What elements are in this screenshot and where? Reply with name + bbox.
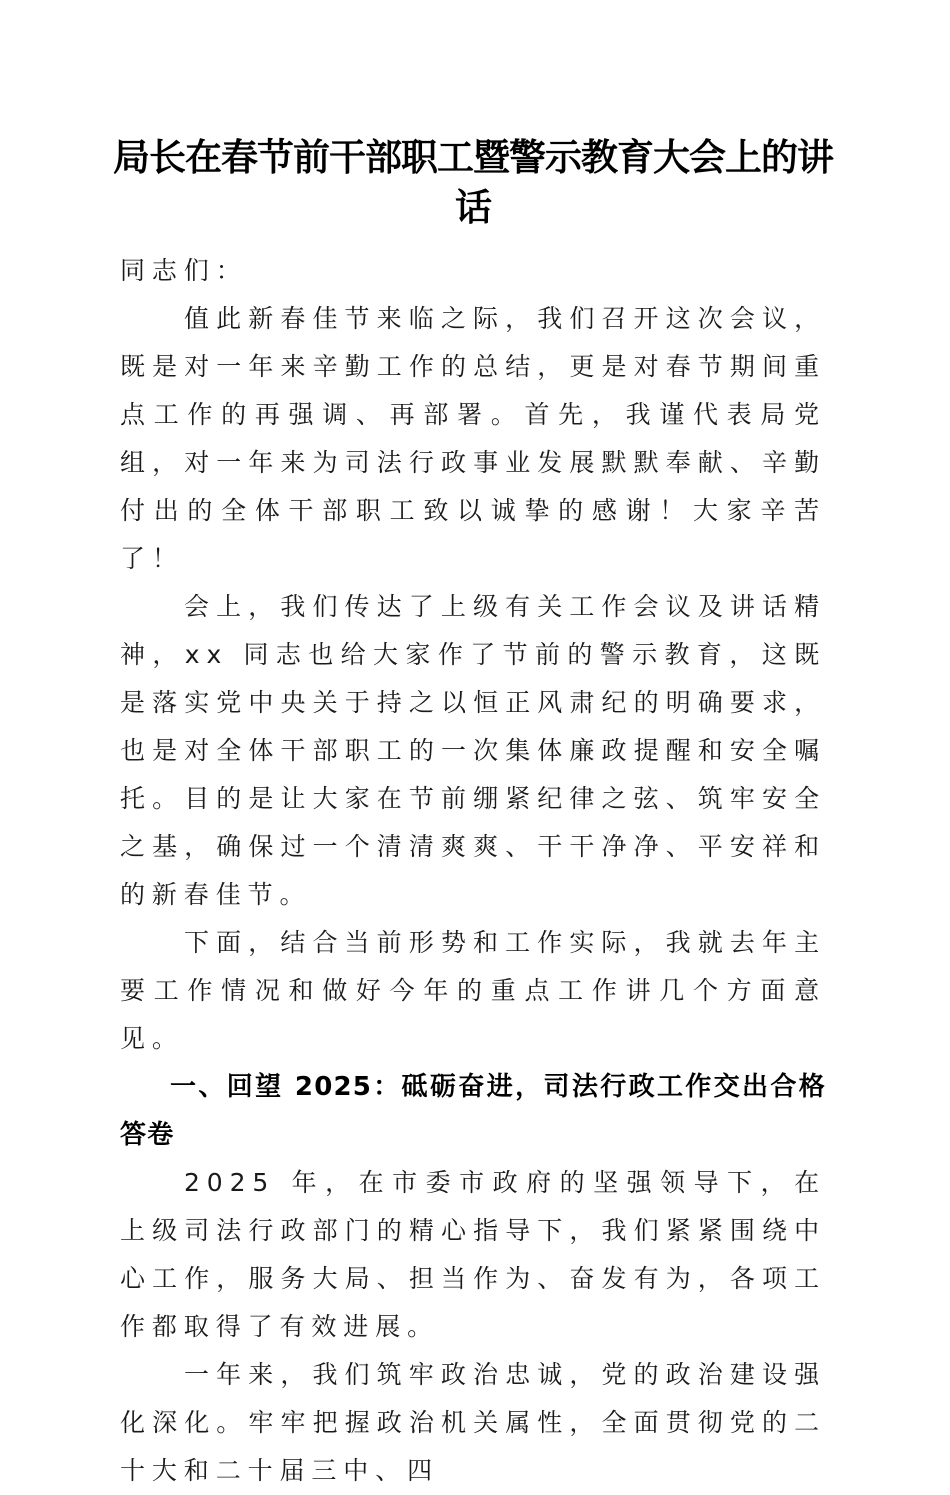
title-line-2: 话 <box>455 185 491 229</box>
paragraph-political-building: 一年来，我们筑牢政治忠诚，党的政治建设强化深化。牢牢把握政治机关属性，全面贯彻党的二十大和二十届三中、四 <box>120 1360 826 1485</box>
salutation: 同志们： <box>120 256 248 285</box>
document-title <box>100 132 846 232</box>
title-line-1: 局长在春节前干部职工暨警示教育大会上的讲 <box>113 135 833 179</box>
document-body <box>120 247 826 1495</box>
paragraph-section-intro: 2025 年，在市委市政府的坚强领导下，在上级司法行政部门的精心指导下，我们紧紧围绕中心工作，服务大局、担当作为、奋发有为，各项工作都取得了有效进展。 <box>120 1168 826 1341</box>
paragraph-meeting-summary: 会上，我们传达了上级有关工作会议及讲话精神，xx 同志也给大家作了节前的警示教育，这既是落实党中央关于持之以恒正风肃纪的明确要求，也是对全体干部职工的一次集体廉政提醒和安全嘱托。目的是让大家在节前绷紧纪律之弦、筑牢安全之基，确保过一个清清爽爽、干干净净、平安祥和的新春佳节。 <box>120 592 826 909</box>
paragraph-opening: 值此新春佳节来临之际，我们召开这次会议，既是对一年来辛勤工作的总结，更是对春节期间重点工作的再强调、再部署。首先，我谨代表局党组，对一年来为司法行政事业发展默默奉献、辛勤付出的全体干部职工致以诚挚的感谢！大家辛苦了！ <box>120 304 826 573</box>
paragraph-agenda: 下面，结合当前形势和工作实际，我就去年主要工作情况和做好今年的重点工作讲几个方面意见。 <box>120 928 826 1053</box>
section-heading-1: 一、回望 2025：砥砺奋进，司法行政工作交出合格答卷 <box>120 1072 826 1150</box>
